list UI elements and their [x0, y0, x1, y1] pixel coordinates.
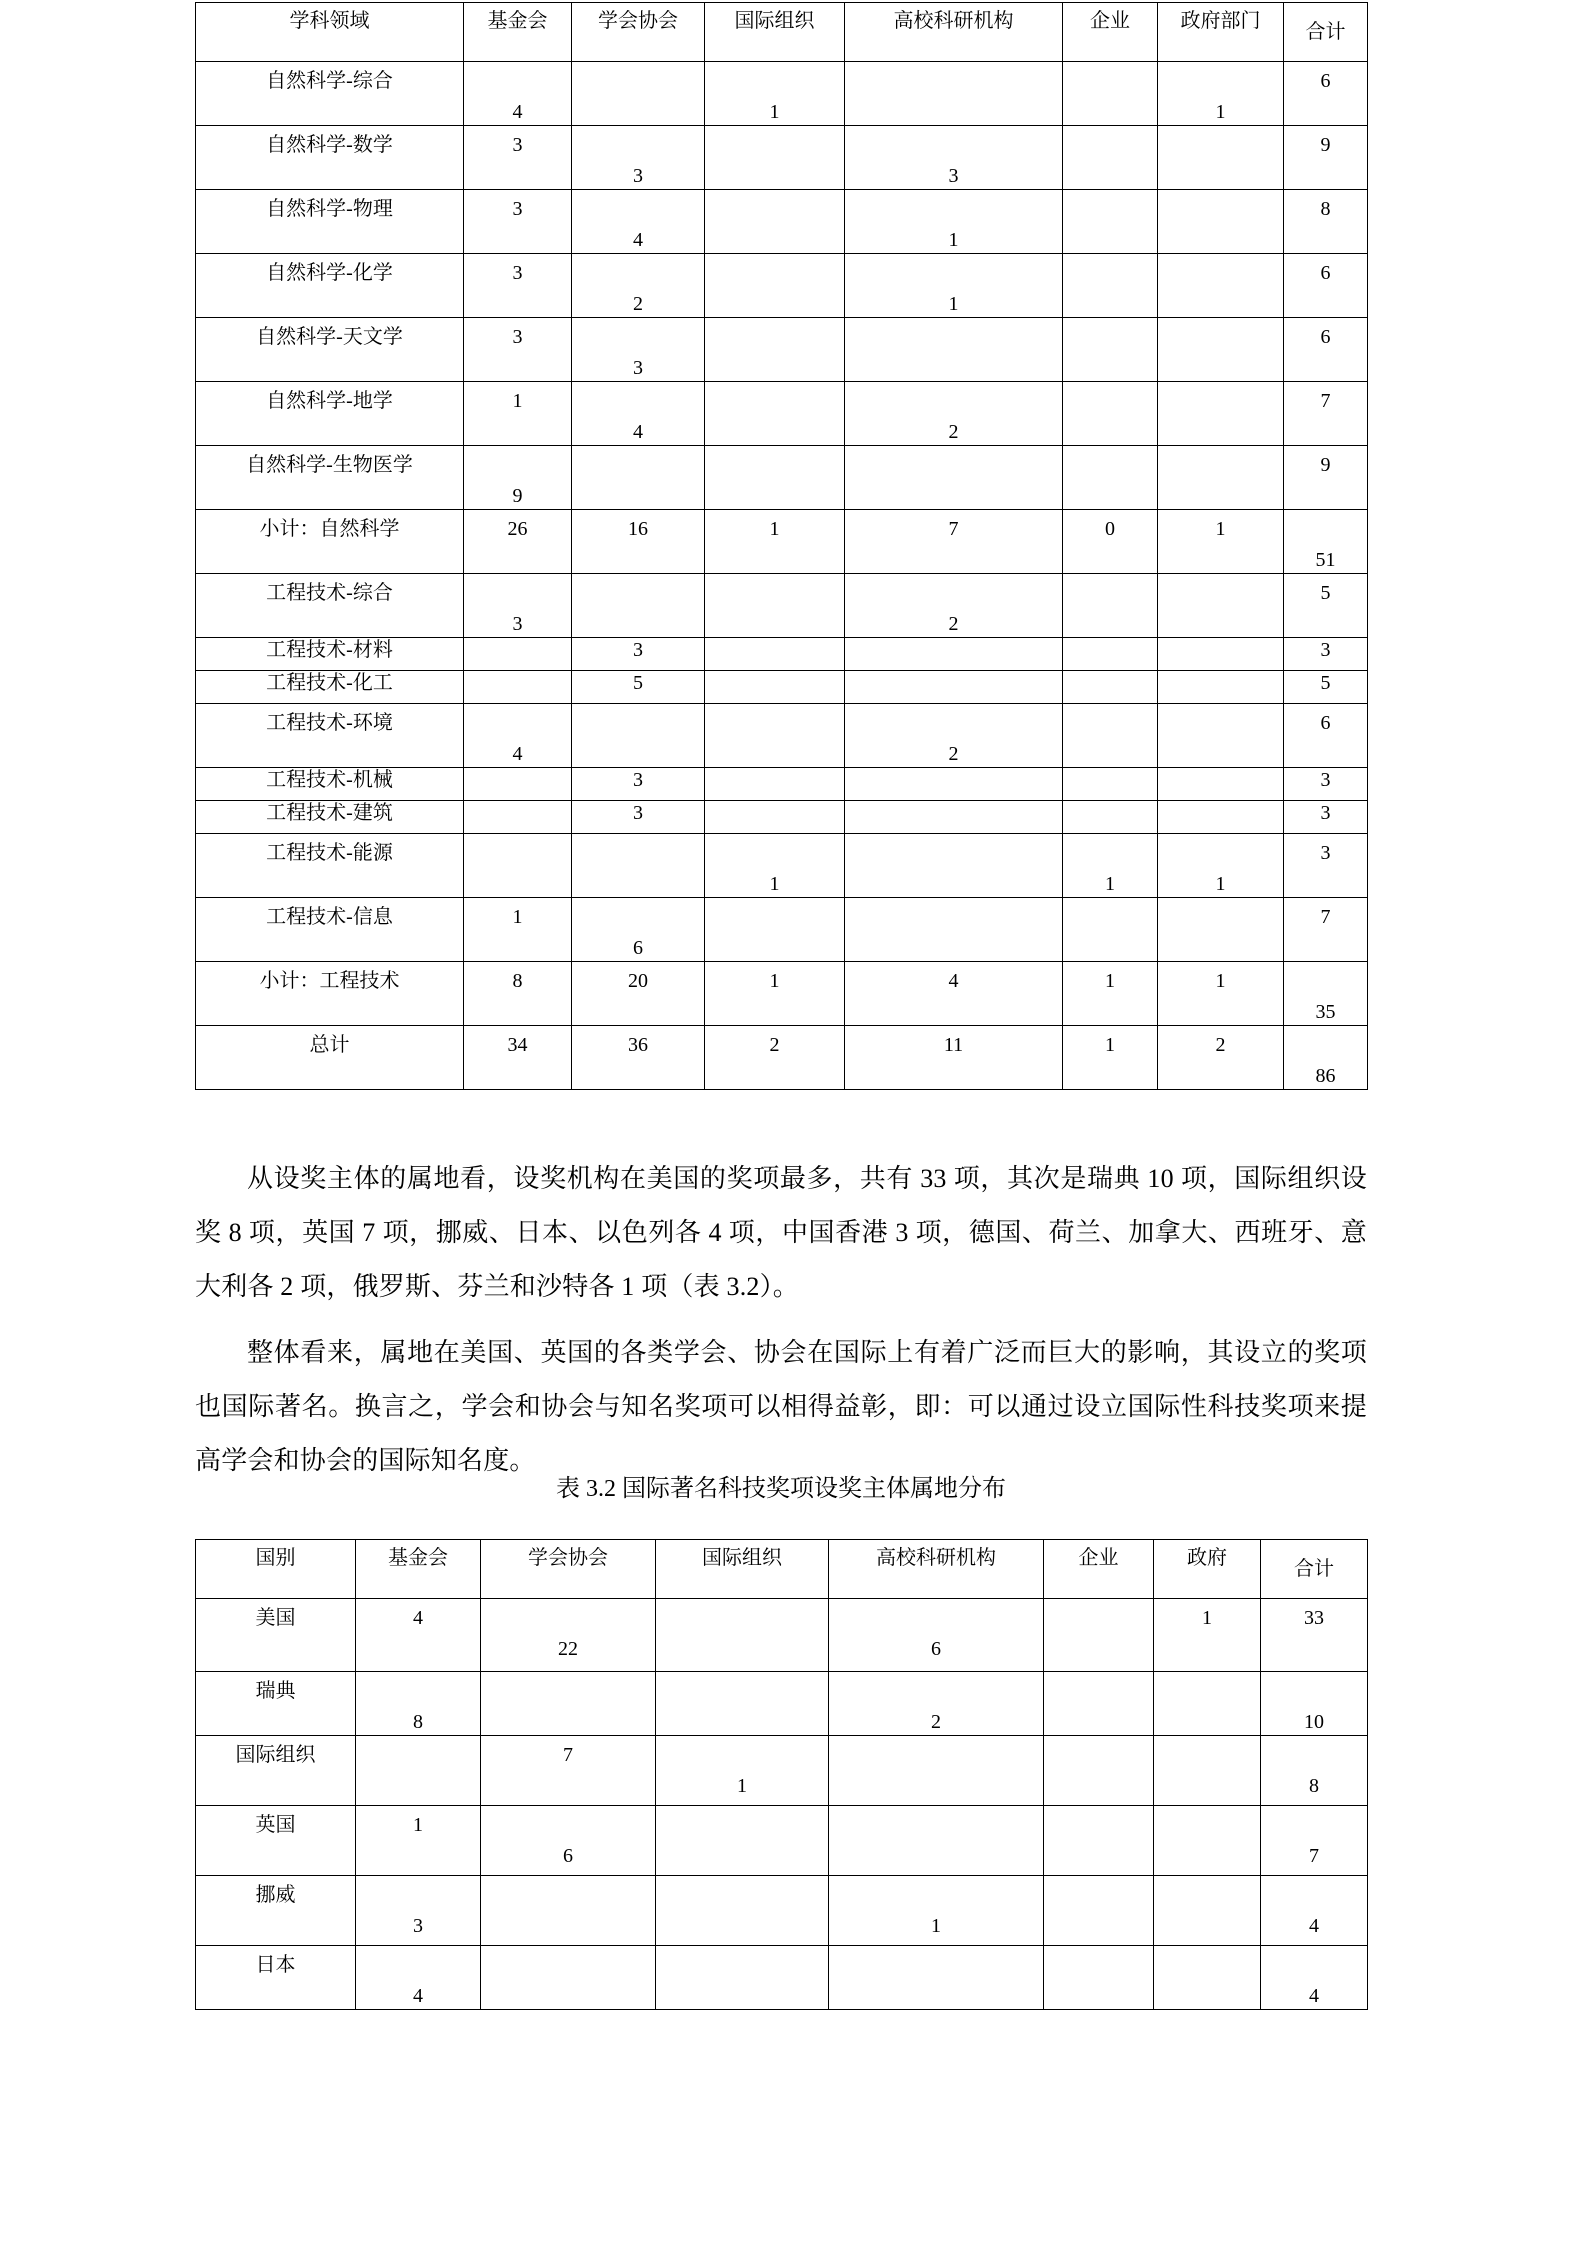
table-caption-3-2: 表 3.2 国际著名科技奖项设奖主体属地分布: [556, 1476, 1006, 1502]
cell-intl-org: 1: [705, 62, 845, 126]
cell-enterprise: [1044, 1736, 1154, 1806]
cell-university: [845, 446, 1063, 510]
table-header-row: [196, 1540, 1368, 1599]
cell-intl-org: [705, 801, 845, 834]
cell-university: [845, 834, 1063, 898]
table-row: [196, 446, 1368, 510]
cell-total: 7: [1261, 1806, 1368, 1876]
cell-enterprise: [1044, 1672, 1154, 1736]
cell-enterprise: [1063, 190, 1158, 254]
cell-enterprise: [1044, 1806, 1154, 1876]
table-row: [196, 382, 1368, 446]
cell-total: 8: [1261, 1736, 1368, 1806]
cell-society: [572, 446, 705, 510]
col-header-university: 高校科研机构: [845, 3, 1063, 62]
table-row: [196, 318, 1368, 382]
table-row: [196, 1946, 1368, 2010]
cell-university: 2: [845, 704, 1063, 768]
row-label: 工程技术-环境: [196, 704, 464, 768]
cell-intl-org: [705, 126, 845, 190]
row-label: 总计: [196, 1026, 464, 1090]
cell-enterprise: 1: [1063, 962, 1158, 1026]
table-row: [196, 898, 1368, 962]
cell-university: [845, 801, 1063, 834]
cell-government: [1158, 671, 1284, 704]
table-row: [196, 1026, 1368, 1090]
cell-total: 6: [1284, 254, 1368, 318]
cell-society: [572, 574, 705, 638]
cell-enterprise: [1063, 801, 1158, 834]
cell-government: [1158, 382, 1284, 446]
col-header-intl-org: 国际组织: [656, 1540, 829, 1599]
cell-intl-org: [656, 1946, 829, 2010]
cell-total: 7: [1284, 382, 1368, 446]
table-row: [196, 1736, 1368, 1806]
col-header-government: 政府: [1154, 1540, 1261, 1599]
cell-society: [481, 1876, 656, 1946]
cell-enterprise: [1063, 704, 1158, 768]
cell-foundation: 9: [464, 446, 572, 510]
cell-society: 3: [572, 126, 705, 190]
cell-government: 2: [1158, 1026, 1284, 1090]
cell-university: [829, 1736, 1044, 1806]
cell-government: [1154, 1946, 1261, 2010]
cell-university: 1: [829, 1876, 1044, 1946]
col-header-total: 合计: [1261, 1540, 1368, 1599]
table-row: [196, 704, 1368, 768]
table-row: [196, 834, 1368, 898]
col-header-foundation: 基金会: [464, 3, 572, 62]
cell-university: 3: [845, 126, 1063, 190]
cell-university: [845, 62, 1063, 126]
col-header-enterprise: 企业: [1063, 3, 1158, 62]
cell-total: 51: [1284, 510, 1368, 574]
cell-society: 7: [481, 1736, 656, 1806]
col-header-foundation: 基金会: [356, 1540, 481, 1599]
cell-society: [572, 704, 705, 768]
row-label: 自然科学-天文学: [196, 318, 464, 382]
cell-university: 6: [829, 1599, 1044, 1672]
cell-enterprise: [1063, 446, 1158, 510]
cell-society: [481, 1672, 656, 1736]
cell-intl-org: [705, 190, 845, 254]
col-header-country: 国别: [196, 1540, 356, 1599]
paragraph-society-impact: 整体看来，属地在美国、英国的各类学会、协会在国际上有着广泛而巨大的影响，其设立的奖项也国际著名。换言之，学会和协会与知名奖项可以相得益彰，即：可以通过设立国际性科技奖项来提高学会和协会的国际知名度。: [195, 1338, 1367, 1475]
cell-enterprise: [1063, 318, 1158, 382]
table-row: [196, 510, 1368, 574]
cell-enterprise: [1063, 62, 1158, 126]
cell-intl-org: 1: [705, 962, 845, 1026]
row-label: 工程技术-机械: [196, 768, 464, 801]
cell-government: [1158, 638, 1284, 671]
row-label: 自然科学-地学: [196, 382, 464, 446]
cell-foundation: 1: [356, 1806, 481, 1876]
paragraph-award-locale: 从设奖主体的属地看，设奖机构在美国的奖项最多，共有 33 项，其次是瑞典 10 项，国际组织设奖 8 项，英国 7 项，挪威、日本、以色列各 4 项，中国香港 3 项，德国、荷兰、加拿大、西班牙、意大利各 2 项，俄罗斯、芬兰和沙特各 1 项（表 3.2）。: [195, 1164, 1367, 1301]
cell-enterprise: [1063, 638, 1158, 671]
table-row: [196, 638, 1368, 671]
cell-intl-org: [705, 382, 845, 446]
cell-government: [1154, 1736, 1261, 1806]
cell-foundation: [464, 834, 572, 898]
cell-total: 5: [1284, 671, 1368, 704]
cell-society: 3: [572, 638, 705, 671]
cell-enterprise: [1063, 574, 1158, 638]
cell-society: 5: [572, 671, 705, 704]
row-label: 工程技术-综合: [196, 574, 464, 638]
table-row: [196, 801, 1368, 834]
cell-total: 10: [1261, 1672, 1368, 1736]
cell-university: 1: [845, 190, 1063, 254]
cell-enterprise: [1063, 671, 1158, 704]
cell-society: 2: [572, 254, 705, 318]
cell-foundation: 1: [464, 382, 572, 446]
row-label: 工程技术-信息: [196, 898, 464, 962]
cell-government: [1154, 1806, 1261, 1876]
cell-enterprise: [1063, 898, 1158, 962]
cell-intl-org: [705, 446, 845, 510]
cell-government: [1158, 768, 1284, 801]
cell-government: [1158, 446, 1284, 510]
table-awards-by-country: [195, 1539, 1368, 2010]
cell-society: 3: [572, 768, 705, 801]
cell-intl-org: [705, 318, 845, 382]
cell-enterprise: [1063, 254, 1158, 318]
cell-foundation: 8: [464, 962, 572, 1026]
cell-society: 3: [572, 801, 705, 834]
cell-foundation: 3: [464, 254, 572, 318]
cell-enterprise: [1063, 768, 1158, 801]
cell-total: 3: [1284, 638, 1368, 671]
cell-government: 1: [1158, 62, 1284, 126]
row-label: 瑞典: [196, 1672, 356, 1736]
row-label: 美国: [196, 1599, 356, 1672]
cell-government: 1: [1158, 510, 1284, 574]
cell-total: 86: [1284, 1026, 1368, 1090]
cell-society: [481, 1946, 656, 2010]
cell-intl-org: [656, 1806, 829, 1876]
cell-government: [1158, 318, 1284, 382]
cell-foundation: [464, 671, 572, 704]
cell-foundation: [464, 768, 572, 801]
row-label: 工程技术-化工: [196, 671, 464, 704]
cell-university: 2: [829, 1672, 1044, 1736]
table-row: [196, 574, 1368, 638]
cell-university: 4: [845, 962, 1063, 1026]
cell-foundation: 4: [464, 704, 572, 768]
cell-intl-org: [705, 704, 845, 768]
cell-society: [572, 834, 705, 898]
table-awards-by-field: [195, 2, 1368, 1090]
cell-enterprise: [1044, 1876, 1154, 1946]
cell-government: [1158, 190, 1284, 254]
cell-society: 4: [572, 190, 705, 254]
cell-intl-org: [656, 1599, 829, 1672]
col-header-total: 合计: [1284, 3, 1368, 62]
cell-intl-org: 1: [705, 834, 845, 898]
cell-university: 1: [845, 254, 1063, 318]
row-label: 工程技术-能源: [196, 834, 464, 898]
row-label: 工程技术-建筑: [196, 801, 464, 834]
cell-foundation: 26: [464, 510, 572, 574]
cell-foundation: 3: [464, 126, 572, 190]
cell-intl-org: [705, 254, 845, 318]
table-row: [196, 1672, 1368, 1736]
cell-government: [1158, 704, 1284, 768]
cell-society: 20: [572, 962, 705, 1026]
cell-total: 33: [1261, 1599, 1368, 1672]
cell-society: 36: [572, 1026, 705, 1090]
row-label: 日本: [196, 1946, 356, 2010]
cell-intl-org: [705, 574, 845, 638]
cell-university: [829, 1806, 1044, 1876]
cell-society: [572, 62, 705, 126]
cell-intl-org: [705, 898, 845, 962]
cell-intl-org: [705, 768, 845, 801]
cell-government: [1158, 254, 1284, 318]
cell-enterprise: [1044, 1599, 1154, 1672]
table-row: [196, 190, 1368, 254]
cell-foundation: 3: [464, 318, 572, 382]
cell-intl-org: [705, 638, 845, 671]
cell-society: 3: [572, 318, 705, 382]
col-header-society: 学会协会: [481, 1540, 656, 1599]
cell-enterprise: [1063, 382, 1158, 446]
cell-total: 4: [1261, 1946, 1368, 2010]
cell-university: [845, 638, 1063, 671]
cell-total: 35: [1284, 962, 1368, 1026]
cell-enterprise: [1044, 1946, 1154, 2010]
cell-intl-org: 2: [705, 1026, 845, 1090]
cell-government: 1: [1158, 962, 1284, 1026]
cell-government: [1158, 801, 1284, 834]
table-row: [196, 768, 1368, 801]
table-row: [196, 1599, 1368, 1672]
cell-government: 1: [1154, 1599, 1261, 1672]
row-label: 工程技术-材料: [196, 638, 464, 671]
cell-university: [845, 318, 1063, 382]
cell-intl-org: 1: [705, 510, 845, 574]
row-label: 国际组织: [196, 1736, 356, 1806]
cell-foundation: 4: [356, 1946, 481, 2010]
cell-total: 7: [1284, 898, 1368, 962]
cell-university: [845, 768, 1063, 801]
col-header-society: 学会协会: [572, 3, 705, 62]
cell-total: 3: [1284, 768, 1368, 801]
cell-intl-org: 1: [656, 1736, 829, 1806]
row-label: 自然科学-数学: [196, 126, 464, 190]
cell-total: 9: [1284, 446, 1368, 510]
row-label: 自然科学-生物医学: [196, 446, 464, 510]
table-row: [196, 962, 1368, 1026]
cell-total: 6: [1284, 318, 1368, 382]
cell-university: 7: [845, 510, 1063, 574]
cell-total: 3: [1284, 834, 1368, 898]
cell-society: 6: [481, 1806, 656, 1876]
cell-university: [845, 671, 1063, 704]
cell-intl-org: [656, 1672, 829, 1736]
cell-society: 22: [481, 1599, 656, 1672]
col-header-field: 学科领域: [196, 3, 464, 62]
col-header-enterprise: 企业: [1044, 1540, 1154, 1599]
cell-total: 5: [1284, 574, 1368, 638]
cell-government: 1: [1158, 834, 1284, 898]
cell-university: [845, 898, 1063, 962]
table-row: [196, 254, 1368, 318]
cell-university: 2: [845, 574, 1063, 638]
cell-university: 11: [845, 1026, 1063, 1090]
cell-university: 2: [845, 382, 1063, 446]
cell-government: [1154, 1876, 1261, 1946]
cell-foundation: 3: [464, 190, 572, 254]
table-row: [196, 1876, 1368, 1946]
row-label: 英国: [196, 1806, 356, 1876]
cell-foundation: 3: [356, 1876, 481, 1946]
cell-enterprise: 1: [1063, 834, 1158, 898]
table-row: [196, 671, 1368, 704]
table-row: [196, 1806, 1368, 1876]
cell-society: 4: [572, 382, 705, 446]
cell-total: 4: [1261, 1876, 1368, 1946]
cell-foundation: [464, 638, 572, 671]
cell-government: [1158, 574, 1284, 638]
row-label: 自然科学-化学: [196, 254, 464, 318]
cell-total: 6: [1284, 704, 1368, 768]
table-header-row: [196, 3, 1368, 62]
cell-enterprise: [1063, 126, 1158, 190]
cell-foundation: 4: [464, 62, 572, 126]
cell-total: 3: [1284, 801, 1368, 834]
table-row: [196, 126, 1368, 190]
cell-society: 6: [572, 898, 705, 962]
row-label: 小计：自然科学: [196, 510, 464, 574]
cell-enterprise: 1: [1063, 1026, 1158, 1090]
cell-government: [1158, 126, 1284, 190]
col-header-intl-org: 国际组织: [705, 3, 845, 62]
cell-total: 6: [1284, 62, 1368, 126]
col-header-government: 政府部门: [1158, 3, 1284, 62]
cell-enterprise: 0: [1063, 510, 1158, 574]
cell-foundation: 8: [356, 1672, 481, 1736]
row-label: 自然科学-物理: [196, 190, 464, 254]
cell-foundation: [464, 801, 572, 834]
cell-foundation: 4: [356, 1599, 481, 1672]
row-label: 小计：工程技术: [196, 962, 464, 1026]
cell-foundation: 1: [464, 898, 572, 962]
row-label: 自然科学-综合: [196, 62, 464, 126]
cell-foundation: 34: [464, 1026, 572, 1090]
cell-total: 8: [1284, 190, 1368, 254]
cell-government: [1158, 898, 1284, 962]
cell-foundation: [356, 1736, 481, 1806]
cell-total: 9: [1284, 126, 1368, 190]
cell-government: [1154, 1672, 1261, 1736]
cell-society: 16: [572, 510, 705, 574]
cell-foundation: 3: [464, 574, 572, 638]
row-label: 挪威: [196, 1876, 356, 1946]
table-row: [196, 62, 1368, 126]
cell-intl-org: [656, 1876, 829, 1946]
col-header-university: 高校科研机构: [829, 1540, 1044, 1599]
cell-intl-org: [705, 671, 845, 704]
cell-university: [829, 1946, 1044, 2010]
